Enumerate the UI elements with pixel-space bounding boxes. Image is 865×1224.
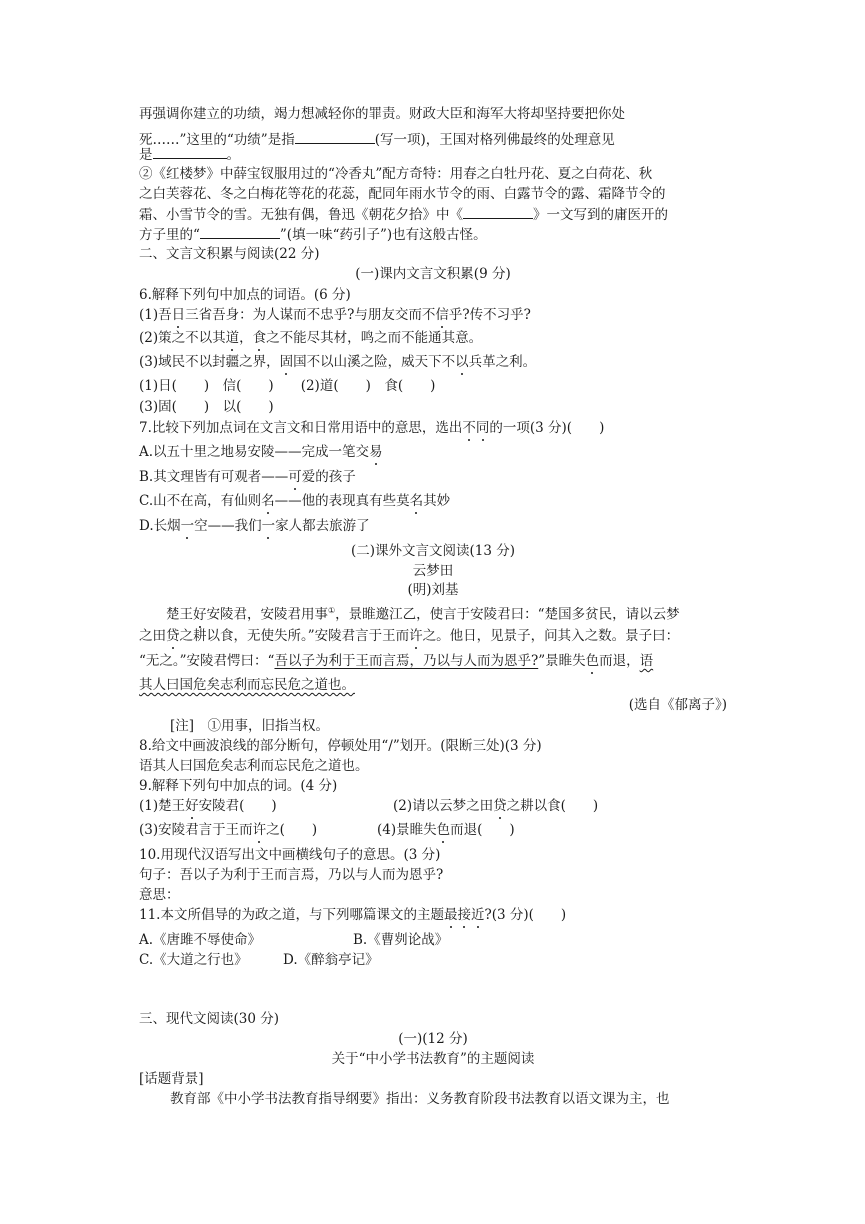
- option-A[interactable]: A.以五十里之地易安陵——完成一笔交易: [139, 444, 383, 460]
- underlined-sentence: 吾以子为利于王而言焉，乃以与人而为恩乎?: [274, 653, 539, 669]
- q6-answer-row[interactable]: (1)日( ) 信( ) (2)道( ) 食( ): [139, 378, 436, 394]
- question-6: 6.解释下列句中加点的词语。(6 分): [139, 287, 351, 303]
- dotted-char: 不: [462, 420, 476, 436]
- dotted-char: 日: [171, 307, 186, 323]
- section-heading: 三、现代文阅读(30 分): [139, 1011, 280, 1027]
- passage-author: (明)刘基: [407, 582, 459, 598]
- answer-blank[interactable]: [153, 144, 227, 159]
- text-line: 之白芙蓉花、冬之白梅花等花的花蕊，配同年雨水节令的雨、白露节令的露、霜降节令的: [139, 186, 666, 202]
- option-A[interactable]: A.《唐雎不辱使命》: [139, 932, 262, 948]
- q9-item-3[interactable]: (3)安陵君言于王而许之( ): [139, 822, 318, 838]
- option-C[interactable]: C.山不在高，有仙则名——他的表现真有些莫名其妙: [139, 493, 451, 509]
- subsection-heading: (一)课内文言文积累(9 分): [355, 266, 511, 282]
- answer-blank[interactable]: [295, 129, 375, 144]
- option-B[interactable]: B.其文理皆有可观者——可爱的孩子: [139, 469, 356, 485]
- q9-item-4[interactable]: (4)景睢失色而退( ): [377, 822, 515, 838]
- dotted-char: 同: [475, 420, 490, 436]
- dotted-char: 近: [470, 907, 485, 923]
- dotted-char: 许: [409, 628, 423, 644]
- dotted-char: 名: [261, 493, 275, 509]
- q9-item-2[interactable]: (2)请以云梦之田贷之耕以食( ): [393, 798, 599, 814]
- option-D[interactable]: D.《醉翁亭记》: [283, 952, 379, 968]
- option-C[interactable]: C.《大道之行也》: [139, 952, 248, 968]
- dotted-char: 贷: [166, 628, 180, 644]
- text-line: 方子里的“ ”(填一味“药引子”)也有这般古怪。: [139, 224, 487, 245]
- text-line: 死……”这里的“功绩”是指 (写一项)，王国对格列佛最终的处理意见: [139, 129, 615, 150]
- dotted-char: 可: [288, 469, 302, 485]
- wavy-underlined-text: 其人曰国危矣志利而忘民危之道也。: [139, 677, 355, 693]
- q6-item-1: (1)吾日三省吾身：为人谋而不忠乎?与朋友交而不信乎?传不习乎?: [139, 307, 531, 323]
- answer-blank[interactable]: [200, 224, 280, 239]
- dotted-char: 最: [443, 907, 458, 923]
- text-line: 是 。: [139, 144, 240, 165]
- footnote-marker: ①: [328, 606, 336, 615]
- text-line: 霜、小雪节令的雪。无独有偶，鲁迅《朝花夕拾》中《 》一文写到的庸医开的: [139, 204, 668, 225]
- passage-line: “无之。”安陵君愕曰：“吾以子为利于王而言焉，乃以与人而为恩乎?”景睢失色而退，语: [139, 653, 654, 669]
- passage-line: 楚王好安陵君，安陵君用事①，景睢邀江乙，使言于安陵君曰：“楚国多贫民，请以云梦: [166, 606, 680, 623]
- wavy-underlined-text: 语: [639, 653, 654, 669]
- text-line: 再强调你建立的功绩，竭力想减轻你的罪责。财政大臣和海军大将却坚持要把你处: [139, 106, 625, 122]
- dotted-char: 好: [185, 798, 199, 814]
- dotted-char: 色: [436, 822, 451, 838]
- passage-title: 云梦田: [412, 563, 454, 579]
- dotted-char: 以: [455, 354, 469, 370]
- topic-background-label: [话题背景]: [139, 1071, 204, 1087]
- dotted-char: 贷: [493, 798, 507, 814]
- dotted-char: 一: [261, 518, 276, 534]
- answer-blank[interactable]: [463, 204, 533, 219]
- question-10: 10.用现代汉语写出文中画横线句子的意思。(3 分): [139, 847, 441, 863]
- dotted-char: 色: [585, 653, 600, 669]
- q10-answer-field[interactable]: 意思：: [139, 887, 180, 903]
- q6-item-2: (2)策之不以其道，食之不能尽其材，鸣之而不能通其意。: [139, 330, 483, 346]
- dotted-char: 信: [435, 307, 449, 323]
- dotted-char: 固: [279, 354, 294, 370]
- passage-line: [139, 675, 355, 695]
- question-11: 11.本文所倡导的为政之道，与下列哪篇课文的主题最接近?(3 分)( ): [139, 907, 567, 923]
- dotted-char: 一: [180, 518, 195, 534]
- q10-sentence: 句子：吾以子为利于王而言焉，乃以与人而为恩乎?: [139, 867, 444, 883]
- subsection-heading: (一)(12 分): [398, 1031, 468, 1047]
- question-9: 9.解释下列句中加点的词。(4 分): [139, 778, 338, 794]
- dotted-char: 易: [369, 444, 383, 460]
- question-7: 7.比较下列加点词在文言文和日常用语中的意思，选出不同的一项(3 分)( ): [139, 420, 605, 436]
- dotted-char: 好: [193, 606, 207, 623]
- reading-theme-title: 关于“中小学书法教育”的主题阅读: [331, 1051, 535, 1067]
- source-citation: (选自《郁离子》): [628, 697, 727, 713]
- q6-answer-row[interactable]: (3)固( ) 以( ): [139, 399, 274, 415]
- dotted-char: 许: [252, 822, 267, 838]
- dotted-char: 接: [457, 907, 471, 923]
- dotted-char: 道: [225, 330, 240, 346]
- text-line: ②《红楼梦》中薛宝钗服用过的“冷香丸”配方奇特：用春之白牡丹花、夏之白荷花、秋: [139, 166, 653, 182]
- passage-line: 教育部《中小学书法教育指导纲要》指出：义务教育阶段书法教育以语文课为主，也: [170, 1091, 670, 1107]
- footnote: [注] ①用事，旧指当权。: [170, 718, 330, 734]
- q6-item-3: (3)域民不以封疆之界，固国不以山溪之险，威天下不以兵革之利。: [139, 354, 537, 370]
- option-D[interactable]: D.长烟一空——我们一家人都去旅游了: [139, 518, 370, 534]
- dotted-char: 食: [252, 330, 267, 346]
- subsection-heading: (二)课外文言文阅读(13 分): [350, 543, 516, 559]
- q9-item-1[interactable]: (1)楚王好安陵君( ): [139, 798, 277, 814]
- option-B[interactable]: B.《曹刿论战》: [353, 932, 449, 948]
- q8-text[interactable]: 语其人曰国危矣志利而忘民危之道也。: [139, 758, 369, 774]
- question-8: 8.给文中画波浪线的部分断句，停顿处用“/”划开。(限断三处)(3 分): [139, 738, 542, 754]
- passage-line: 之田贷之耕以食，无使失所。”安陵君言于王而许之。他日，见景子，问其入之数。景子曰：: [139, 628, 680, 644]
- section-heading: 二、文言文积累与阅读(22 分): [139, 246, 320, 262]
- dotted-char: 名: [409, 493, 424, 509]
